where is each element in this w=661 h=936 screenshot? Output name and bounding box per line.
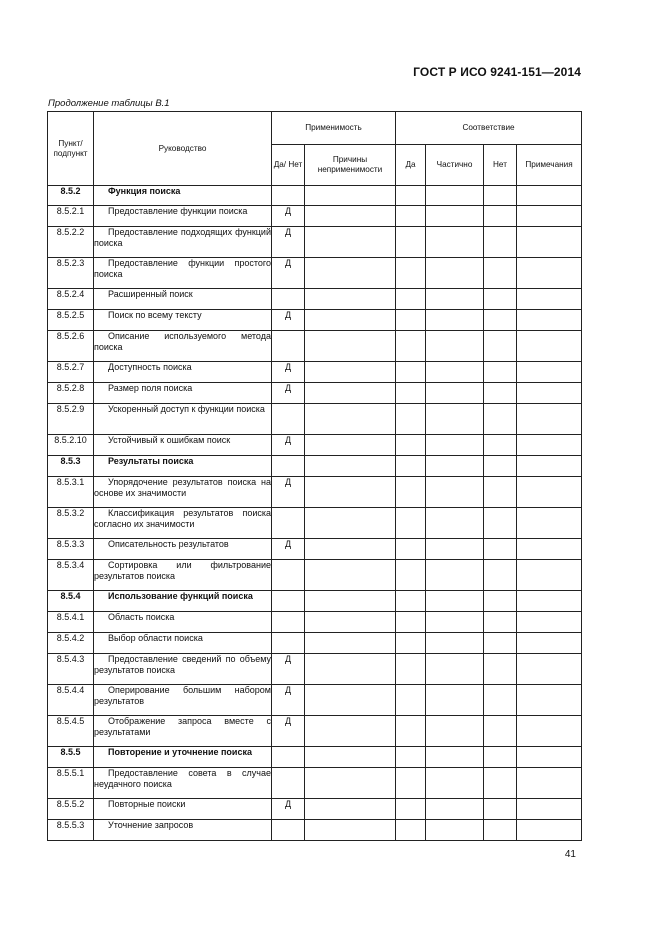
section-row <box>48 456 582 477</box>
applicability-mark <box>272 591 305 612</box>
notes-cell <box>517 331 582 362</box>
header-guidance: Руководство <box>94 112 272 186</box>
no-cell <box>484 768 517 799</box>
no-cell <box>484 747 517 768</box>
applicability-mark <box>272 747 305 768</box>
clause-number: 8.5.2.7 <box>48 362 94 383</box>
guidance-text: Предоставление сведений по объему результатов поиска <box>94 654 272 685</box>
clause-number: 8.5.5.3 <box>48 820 94 841</box>
clause-number: 8.5.3 <box>48 456 94 477</box>
applicability-mark <box>272 404 305 435</box>
document-id: ГОСТ Р ИСО 9241-151—2014 <box>413 65 581 79</box>
guidance-text: Описание используемого метода поиска <box>94 331 272 362</box>
section-row <box>48 591 582 612</box>
applicability-mark <box>272 456 305 477</box>
partial-cell <box>426 206 484 227</box>
guidance-text: Расширенный поиск <box>94 289 272 310</box>
clause-number: 8.5.2.8 <box>48 383 94 404</box>
no-cell <box>484 716 517 747</box>
clause-number: 8.5.3.1 <box>48 477 94 508</box>
table-row <box>48 768 582 799</box>
clause-number: 8.5.2.9 <box>48 404 94 435</box>
clause-number: 8.5.5.2 <box>48 799 94 820</box>
applicability-mark: Д <box>272 685 305 716</box>
no-cell <box>484 362 517 383</box>
clause-number: 8.5.4.3 <box>48 654 94 685</box>
applicability-mark: Д <box>272 227 305 258</box>
no-cell <box>484 456 517 477</box>
no-cell <box>484 289 517 310</box>
applicability-mark <box>272 186 305 206</box>
guidance-text: Оперирование большим набором результатов <box>94 685 272 716</box>
header-partial: Частично <box>426 145 484 186</box>
header-applicability: Применимость <box>272 112 396 145</box>
clause-number: 8.5.2.6 <box>48 331 94 362</box>
notes-cell <box>517 310 582 331</box>
table-row <box>48 331 582 362</box>
guidance-text: Повторные поиски <box>94 799 272 820</box>
no-cell <box>484 612 517 633</box>
clause-number: 8.5.5.1 <box>48 768 94 799</box>
table-row <box>48 633 582 654</box>
notes-cell <box>517 383 582 404</box>
notes-cell <box>517 820 582 841</box>
applicability-mark <box>272 820 305 841</box>
yes-cell <box>396 768 426 799</box>
notes-cell <box>517 560 582 591</box>
yes-cell <box>396 591 426 612</box>
table-row <box>48 716 582 747</box>
guidance-text: Доступность поиска <box>94 362 272 383</box>
header-clause: Пункт/ подпункт <box>48 112 94 186</box>
yes-cell <box>396 685 426 716</box>
reasons-cell <box>305 331 396 362</box>
reasons-cell <box>305 799 396 820</box>
partial-cell <box>426 539 484 560</box>
partial-cell <box>426 685 484 716</box>
notes-cell <box>517 206 582 227</box>
table-row <box>48 206 582 227</box>
table-row <box>48 539 582 560</box>
no-cell <box>484 186 517 206</box>
no-cell <box>484 331 517 362</box>
partial-cell <box>426 310 484 331</box>
yes-cell <box>396 560 426 591</box>
header-yes-no: Да/ Нет <box>272 145 305 186</box>
partial-cell <box>426 820 484 841</box>
no-cell <box>484 383 517 404</box>
reasons-cell <box>305 768 396 799</box>
reasons-cell <box>305 591 396 612</box>
notes-cell <box>517 404 582 435</box>
applicability-mark: Д <box>272 362 305 383</box>
yes-cell <box>396 258 426 289</box>
reasons-cell <box>305 404 396 435</box>
applicability-mark: Д <box>272 383 305 404</box>
clause-number: 8.5.4.5 <box>48 716 94 747</box>
notes-cell <box>517 289 582 310</box>
yes-cell <box>396 456 426 477</box>
no-cell <box>484 258 517 289</box>
notes-cell <box>517 747 582 768</box>
table-row <box>48 435 582 456</box>
partial-cell <box>426 456 484 477</box>
header-conformance: Соответствие <box>396 112 582 145</box>
applicability-mark: Д <box>272 716 305 747</box>
table-row <box>48 227 582 258</box>
no-cell <box>484 685 517 716</box>
notes-cell <box>517 591 582 612</box>
applicability-mark <box>272 633 305 654</box>
reasons-cell <box>305 612 396 633</box>
yes-cell <box>396 612 426 633</box>
notes-cell <box>517 654 582 685</box>
guidance-text: Классификация результатов поиска согласно их значимости <box>94 508 272 539</box>
no-cell <box>484 799 517 820</box>
no-cell <box>484 206 517 227</box>
applicability-mark <box>272 508 305 539</box>
applicability-mark <box>272 289 305 310</box>
applicability-mark: Д <box>272 799 305 820</box>
reasons-cell <box>305 685 396 716</box>
reasons-cell <box>305 456 396 477</box>
yes-cell <box>396 820 426 841</box>
table-row <box>48 258 582 289</box>
header-reasons: Причины неприменимости <box>305 145 396 186</box>
clause-number: 8.5.5 <box>48 747 94 768</box>
applicability-mark: Д <box>272 477 305 508</box>
reasons-cell <box>305 310 396 331</box>
reasons-cell <box>305 820 396 841</box>
clause-number: 8.5.4 <box>48 591 94 612</box>
reasons-cell <box>305 186 396 206</box>
yes-cell <box>396 747 426 768</box>
section-row <box>48 186 582 206</box>
reasons-cell <box>305 362 396 383</box>
notes-cell <box>517 362 582 383</box>
table-row <box>48 560 582 591</box>
reasons-cell <box>305 258 396 289</box>
table-row <box>48 477 582 508</box>
yes-cell <box>396 227 426 258</box>
notes-cell <box>517 227 582 258</box>
reasons-cell <box>305 435 396 456</box>
no-cell <box>484 539 517 560</box>
guidance-text: Поиск по всему тексту <box>94 310 272 331</box>
header-no: Нет <box>484 145 517 186</box>
guidance-text: Ускоренный доступ к функции поиска <box>94 404 272 435</box>
partial-cell <box>426 799 484 820</box>
yes-cell <box>396 539 426 560</box>
no-cell <box>484 435 517 456</box>
clause-number: 8.5.3.3 <box>48 539 94 560</box>
clause-number: 8.5.2.2 <box>48 227 94 258</box>
partial-cell <box>426 258 484 289</box>
table-row <box>48 289 582 310</box>
clause-number: 8.5.2.4 <box>48 289 94 310</box>
notes-cell <box>517 799 582 820</box>
clause-number: 8.5.4.2 <box>48 633 94 654</box>
guidance-text: Уточнение запросов <box>94 820 272 841</box>
header-yes: Да <box>396 145 426 186</box>
header-notes: Примечания <box>517 145 582 186</box>
clause-number: 8.5.2.5 <box>48 310 94 331</box>
guidance-text: Функция поиска <box>94 186 272 206</box>
partial-cell <box>426 612 484 633</box>
applicability-mark: Д <box>272 206 305 227</box>
partial-cell <box>426 768 484 799</box>
clause-number: 8.5.2.3 <box>48 258 94 289</box>
reasons-cell <box>305 654 396 685</box>
table-row <box>48 685 582 716</box>
applicability-mark: Д <box>272 310 305 331</box>
notes-cell <box>517 539 582 560</box>
notes-cell <box>517 186 582 206</box>
table-row <box>48 404 582 435</box>
reasons-cell <box>305 560 396 591</box>
partial-cell <box>426 591 484 612</box>
guidance-text: Использование функций поиска <box>94 591 272 612</box>
clause-number: 8.5.2.10 <box>48 435 94 456</box>
yes-cell <box>396 716 426 747</box>
partial-cell <box>426 383 484 404</box>
guidance-text: Повторение и уточнение поиска <box>94 747 272 768</box>
table-row <box>48 362 582 383</box>
no-cell <box>484 477 517 508</box>
page-number: 41 <box>564 849 576 860</box>
no-cell <box>484 404 517 435</box>
yes-cell <box>396 331 426 362</box>
yes-cell <box>396 206 426 227</box>
guidance-text: Предоставление функции простого поиска <box>94 258 272 289</box>
reasons-cell <box>305 539 396 560</box>
guidance-text: Выбор области поиска <box>94 633 272 654</box>
reasons-cell <box>305 747 396 768</box>
no-cell <box>484 591 517 612</box>
partial-cell <box>426 404 484 435</box>
table-row <box>48 820 582 841</box>
partial-cell <box>426 477 484 508</box>
yes-cell <box>396 508 426 539</box>
notes-cell <box>517 508 582 539</box>
yes-cell <box>396 310 426 331</box>
no-cell <box>484 227 517 258</box>
partial-cell <box>426 654 484 685</box>
notes-cell <box>517 612 582 633</box>
applicability-mark: Д <box>272 435 305 456</box>
table-caption: Продолжение таблицы В.1 <box>48 98 170 109</box>
reasons-cell <box>305 227 396 258</box>
notes-cell <box>517 435 582 456</box>
guidance-text: Сортировка или фильтрование результатов поиска <box>94 560 272 591</box>
yes-cell <box>396 654 426 685</box>
applicability-table <box>47 111 582 841</box>
reasons-cell <box>305 206 396 227</box>
guidance-text: Размер поля поиска <box>94 383 272 404</box>
guidance-text: Область поиска <box>94 612 272 633</box>
partial-cell <box>426 508 484 539</box>
partial-cell <box>426 289 484 310</box>
partial-cell <box>426 186 484 206</box>
table-row <box>48 799 582 820</box>
notes-cell <box>517 768 582 799</box>
guidance-text: Упорядочение результатов поиска на основе их значимости <box>94 477 272 508</box>
clause-number: 8.5.4.1 <box>48 612 94 633</box>
partial-cell <box>426 362 484 383</box>
reasons-cell <box>305 508 396 539</box>
section-row <box>48 747 582 768</box>
clause-number: 8.5.2.1 <box>48 206 94 227</box>
table-row <box>48 654 582 685</box>
applicability-mark: Д <box>272 654 305 685</box>
partial-cell <box>426 560 484 591</box>
no-cell <box>484 654 517 685</box>
partial-cell <box>426 227 484 258</box>
partial-cell <box>426 331 484 362</box>
yes-cell <box>396 186 426 206</box>
guidance-text: Отображение запроса вместе с результатами <box>94 716 272 747</box>
yes-cell <box>396 362 426 383</box>
guidance-text: Результаты поиска <box>94 456 272 477</box>
applicability-mark <box>272 560 305 591</box>
yes-cell <box>396 404 426 435</box>
yes-cell <box>396 383 426 404</box>
clause-number: 8.5.4.4 <box>48 685 94 716</box>
reasons-cell <box>305 716 396 747</box>
guidance-text: Описательность результатов <box>94 539 272 560</box>
applicability-mark: Д <box>272 539 305 560</box>
reasons-cell <box>305 289 396 310</box>
table-row <box>48 612 582 633</box>
notes-cell <box>517 685 582 716</box>
partial-cell <box>426 633 484 654</box>
notes-cell <box>517 633 582 654</box>
applicability-mark <box>272 612 305 633</box>
no-cell <box>484 560 517 591</box>
reasons-cell <box>305 477 396 508</box>
guidance-text: Устойчивый к ошибкам поиск <box>94 435 272 456</box>
partial-cell <box>426 435 484 456</box>
notes-cell <box>517 477 582 508</box>
no-cell <box>484 633 517 654</box>
yes-cell <box>396 799 426 820</box>
notes-cell <box>517 456 582 477</box>
reasons-cell <box>305 383 396 404</box>
applicability-mark <box>272 331 305 362</box>
no-cell <box>484 820 517 841</box>
partial-cell <box>426 716 484 747</box>
table-row <box>48 310 582 331</box>
no-cell <box>484 508 517 539</box>
clause-number: 8.5.3.2 <box>48 508 94 539</box>
reasons-cell <box>305 633 396 654</box>
yes-cell <box>396 435 426 456</box>
notes-cell <box>517 716 582 747</box>
no-cell <box>484 310 517 331</box>
clause-number: 8.5.2 <box>48 186 94 206</box>
applicability-mark: Д <box>272 258 305 289</box>
table-row <box>48 508 582 539</box>
table-row <box>48 383 582 404</box>
partial-cell <box>426 747 484 768</box>
yes-cell <box>396 289 426 310</box>
yes-cell <box>396 477 426 508</box>
guidance-text: Предоставление подходящих функций поиска <box>94 227 272 258</box>
yes-cell <box>396 633 426 654</box>
guidance-text: Предоставление совета в случае неудачного поиска <box>94 768 272 799</box>
guidance-text: Предоставление функции поиска <box>94 206 272 227</box>
notes-cell <box>517 258 582 289</box>
clause-number: 8.5.3.4 <box>48 560 94 591</box>
applicability-mark <box>272 768 305 799</box>
